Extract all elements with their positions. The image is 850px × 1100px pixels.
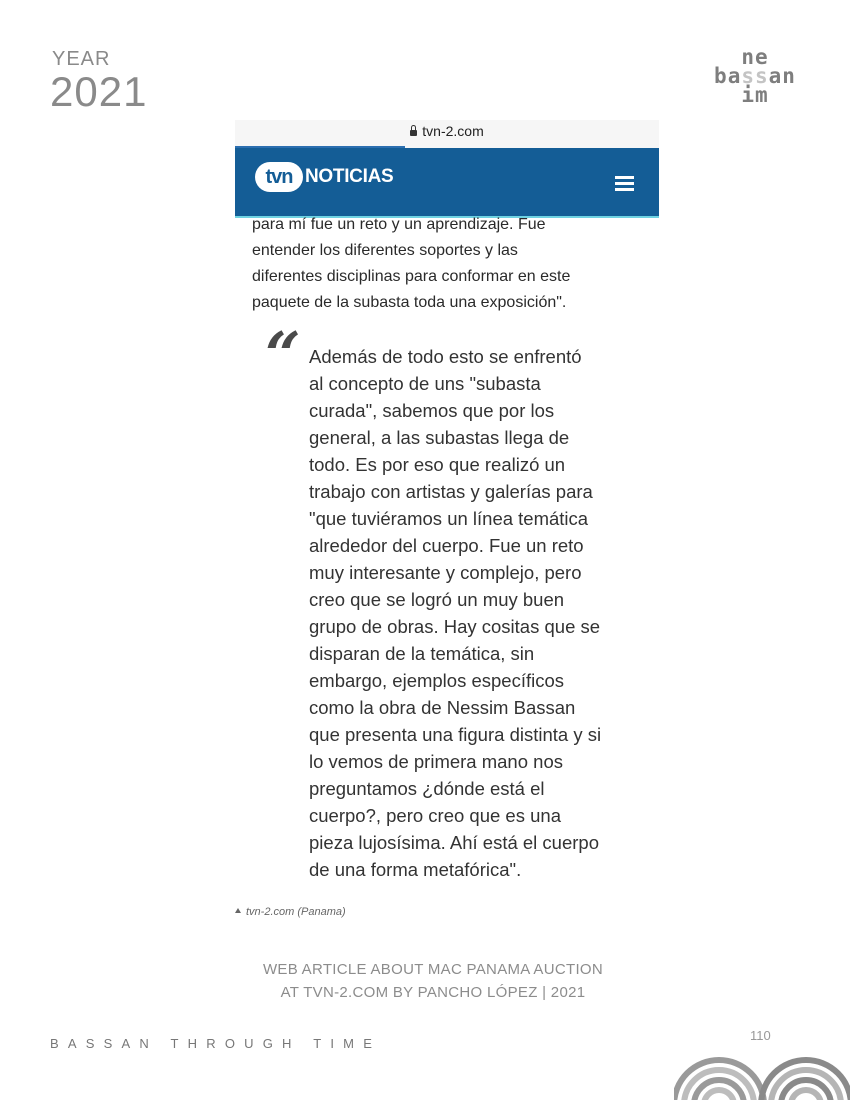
quote-line: disparan de la temática, sin	[309, 643, 535, 664]
quote-line: como la obra de Nessim Bassan	[309, 697, 576, 718]
quote-line: pieza lujosísima. Ahí está el cuerpo	[309, 832, 599, 853]
lock-icon	[410, 130, 417, 136]
credit-text: tvn-2.com (Panama)	[246, 906, 346, 918]
quote-line: cuerpo?, pero creo que es una	[309, 805, 561, 826]
quote-line: muy interesante y complejo, pero	[309, 562, 582, 583]
logo-line-3: im	[741, 83, 769, 107]
quote-line: todo. Es por eso que realizó un	[309, 454, 566, 475]
logo-line-2-mid: ss	[741, 64, 769, 88]
caption-line-2: AT TVN-2.COM BY PANCHO LÓPEZ | 2021	[280, 984, 586, 1001]
bassan-logo	[700, 45, 810, 107]
site-brand-name: NOTICIAS	[305, 166, 394, 187]
quote-line: general, a las subastas llega de	[309, 427, 570, 448]
quote-line: creo que se logró un muy buen	[309, 589, 565, 610]
quote-line: preguntamos ¿dónde está el	[309, 778, 545, 799]
logo-line-2-start: ba	[714, 64, 742, 88]
triangle-icon	[235, 908, 241, 913]
image-credit	[235, 906, 346, 918]
quote-line: "que tuviéramos un línea temática	[309, 508, 589, 529]
quote-line: de una forma metafórica".	[309, 859, 522, 880]
article-quote	[309, 343, 654, 883]
quote-line: Además de todo esto se enfrentó	[309, 346, 582, 367]
quote-line: que presenta una figura distinta y si	[309, 724, 602, 745]
url-text: tvn-2.com	[422, 123, 484, 139]
quote-line: grupo de obras. Hay cositas que se	[309, 616, 601, 637]
tvn-logo-badge: tvn	[255, 162, 303, 192]
concentric-arcs-decoration	[674, 1055, 850, 1100]
logo-line-1: ne	[741, 45, 769, 69]
quote-mark-icon: “	[265, 318, 301, 391]
caption-line-1: WEB ARTICLE ABOUT MAC PANAMA AUCTION	[262, 961, 604, 978]
footer-title: BASSAN THROUGH TIME	[50, 1036, 382, 1051]
year-value: 2021	[50, 68, 148, 115]
quote-line: trabajo con artistas y galerías para	[309, 481, 593, 502]
quote-line: embargo, ejemplos específicos	[309, 670, 565, 691]
hamburger-menu-icon	[615, 176, 634, 192]
quote-line: alrededor del cuerpo. Fue un reto	[309, 535, 584, 556]
quote-line: curada", sabemos que por los	[309, 400, 555, 421]
paragraph-line: paquete de la subasta toda una exposición".	[252, 294, 567, 311]
quote-line: lo vemos de primera mano nos	[309, 751, 563, 772]
article-paragraph	[252, 212, 652, 316]
logo-line-2-end: an	[768, 64, 796, 88]
page-number: 110	[750, 1028, 771, 1043]
paragraph-line: diferentes disciplinas para conformar en este	[252, 268, 571, 285]
paragraph-line: para mí fue un reto y un aprendizaje. Fue	[252, 216, 546, 233]
article-screenshot	[235, 120, 659, 892]
browser-url-bar	[235, 120, 659, 148]
quote-line: al concepto de uns "subasta	[309, 373, 541, 394]
year-label: YEAR	[52, 48, 111, 70]
paragraph-line: entender los diferentes soportes y las	[252, 242, 518, 259]
figure-caption	[0, 958, 850, 1004]
